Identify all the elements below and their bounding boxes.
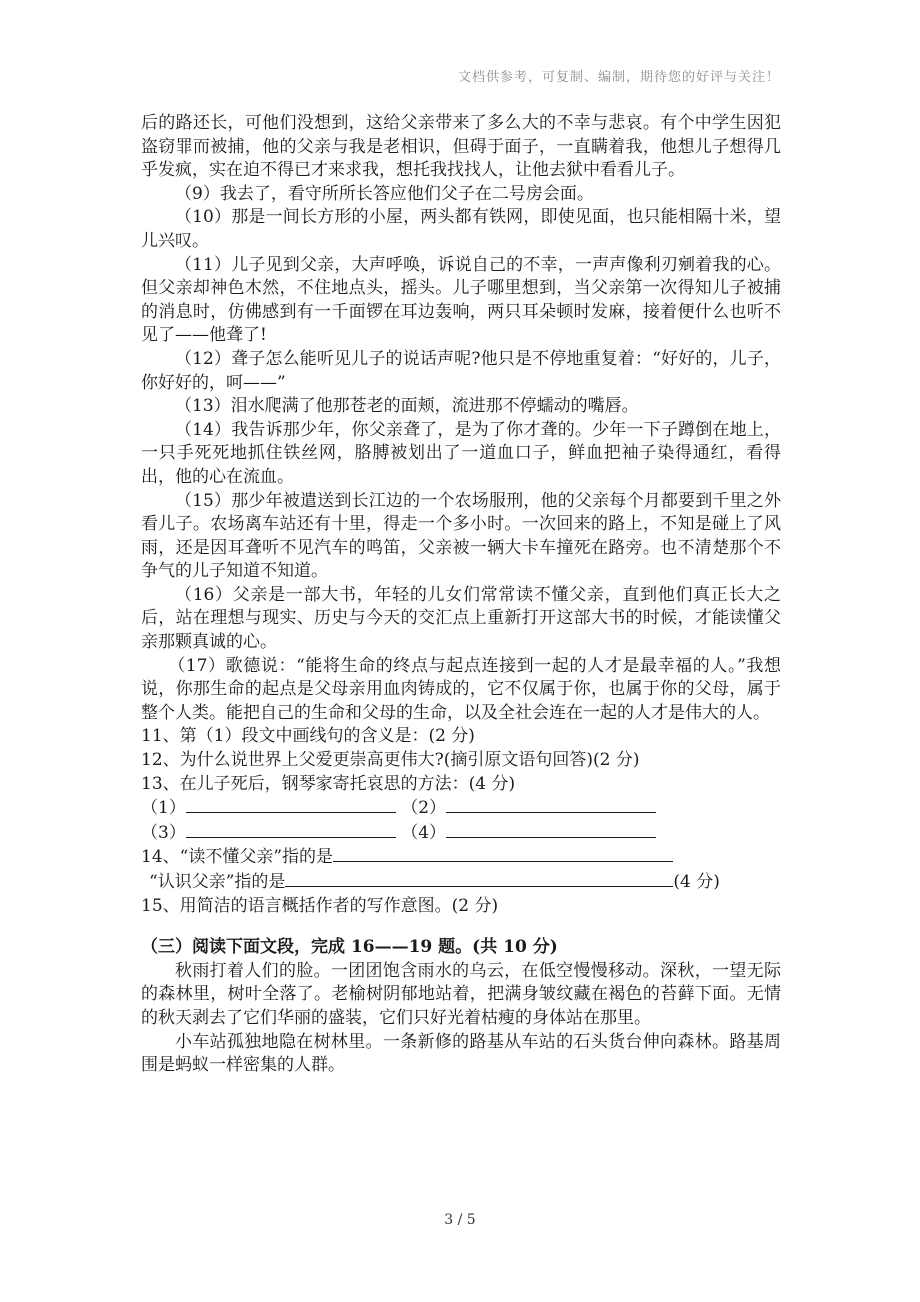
q14-prompt-b: “认识父亲”指的是 [149, 872, 286, 892]
q14-answer-blank-b[interactable] [285, 870, 673, 887]
section-3-title: （三）阅读下面文段，完成 16——19 题。(共 10 分) [141, 937, 558, 958]
passage-paragraph-9: （9）我去了，看守所所长答应他们父子在二号房会面。 [175, 183, 594, 204]
q13-answer-blank-1[interactable] [186, 796, 396, 813]
passage-paragraph-11: （11）儿子见到父亲，大声呼唤，诉说自己的不幸，一声声像利刃剜着我的心。但父亲却神色木然，不住地点头，摇头。儿子哪里想到，当父亲第一次得知儿子被捕的消息时，仿佛感到有一千面锣在耳边轰响，两只耳朵顿时发麻，接着便什么也听不见了——他聋了! [141, 254, 781, 346]
question-13-row-2 [141, 821, 781, 846]
q13-answer-blank-3[interactable] [186, 821, 396, 838]
q13-label-1: （1） [141, 798, 186, 819]
passage-paragraph-12: （12）聋子怎么能听见儿子的说话声呢?他只是不停地重复着：“好好的，儿子，你好好的，呵——” [141, 348, 781, 393]
q13-answer-blank-4[interactable] [446, 821, 656, 838]
question-14-line-1 [141, 845, 781, 870]
q14-score: (4 分) [673, 872, 720, 892]
section-3-paragraph-2: 小车站孤独地隐在树林里。一条新修的路基从车站的石头货台伸向森林。路基周围是蚂蚁一样密集的人群。 [141, 1031, 781, 1076]
passage-paragraph-15: （15）那少年被遣送到长江边的一个农场服刑，他的父亲每个月都要到千里之外看儿子。农场离车站还有十里，得走一个多小时。一次回来的路上，不知是碰上了风雨，还是因耳聋听不见汽车的鸣笛，父亲被一辆大卡车撞死在路旁。也不清楚那个不争气的儿子知道不知道。 [141, 490, 781, 582]
question-11: 11、第（1）段文中画线句的含义是：(2 分) [141, 726, 475, 747]
q13-answer-blank-2[interactable] [446, 796, 656, 813]
passage-paragraph-16: （16）父亲是一部大书，年轻的儿女们常常读不懂父亲，直到他们真正长大之后，站在理想与现实、历史与今天的交汇点上重新打开这部大书的时候，才能读懂父亲那颗真诚的心。 [141, 584, 781, 653]
q13-label-3: （3） [141, 822, 186, 843]
question-15: 15、用简洁的语言概括作者的写作意图。(2 分) [141, 895, 499, 916]
passage-paragraph-continued: 后的路还长，可他们没想到，这给父亲带来了多么大的不幸与悲哀。有个中学生因犯盗窃罪而被捕，他的父亲与我是老相识，但碍于面子，一直瞒着我，他想儿子想得几乎发疯，实在迫不得已才来求我，想托我找找人，让他去狱中看看儿子。 [141, 113, 781, 181]
question-12: 12、为什么说世界上父爱更崇高更伟大?(摘引原文语句回答)(2 分) [141, 750, 640, 771]
question-14-line-2 [141, 870, 781, 895]
passage-paragraph-13: （13）泪水爬满了他那苍老的面颊，流进那不停蠕动的嘴唇。 [175, 396, 639, 417]
q13-label-2: （2） [401, 798, 447, 819]
passage-paragraph-17: （17）歌德说：“能将生命的终点与起点连接到一起的人才是最幸福的人。”我想说，你那生命的起点是父母亲用血肉铸成的，它不仅属于你，也属于你的父母，属于整个人类。能把自己的生命和父母的生命，以及全社会连在一起的人才是伟大的人。 [141, 655, 781, 723]
q14-answer-blank-a[interactable] [333, 845, 673, 862]
page-number: 3 / 5 [444, 1212, 476, 1228]
passage-paragraph-10: （10）那是一间长方形的小屋，两头都有铁网，即使见面，也只能相隔十米，望儿兴叹。 [141, 207, 781, 251]
question-13-row-1 [141, 796, 781, 821]
section-3-paragraph-1: 秋雨打着人们的脸。一团团饱含雨水的乌云，在低空慢慢移动。深秋，一望无际的森林里，树叶全落了。老榆树阴郁地站着，把满身皱纹藏在褐色的苔藓下面。无情的秋天剥去了它们华丽的盛装，它们只好光着枯瘦的身体站在那里。 [141, 960, 781, 1028]
question-13: 13、在儿子死后，钢琴家寄托哀思的方法：(4 分) [141, 773, 516, 794]
passage-paragraph-14: （14）我告诉那少年，你父亲聋了，是为了你才聋的。少年一下子蹲倒在地上，一只手死死地抓住铁丝网，胳膊被划出了一道血口子，鲜血把袖子染得通红，看得出，他的心在流血。 [141, 419, 781, 487]
document-header-note: 文档供参考，可复制、编制，期待您的好评与关注！ [457, 70, 780, 85]
document-body [141, 112, 781, 1078]
q13-label-4: （4） [401, 822, 447, 843]
q14-prompt-a: 14、“读不懂父亲”指的是 [141, 847, 334, 868]
